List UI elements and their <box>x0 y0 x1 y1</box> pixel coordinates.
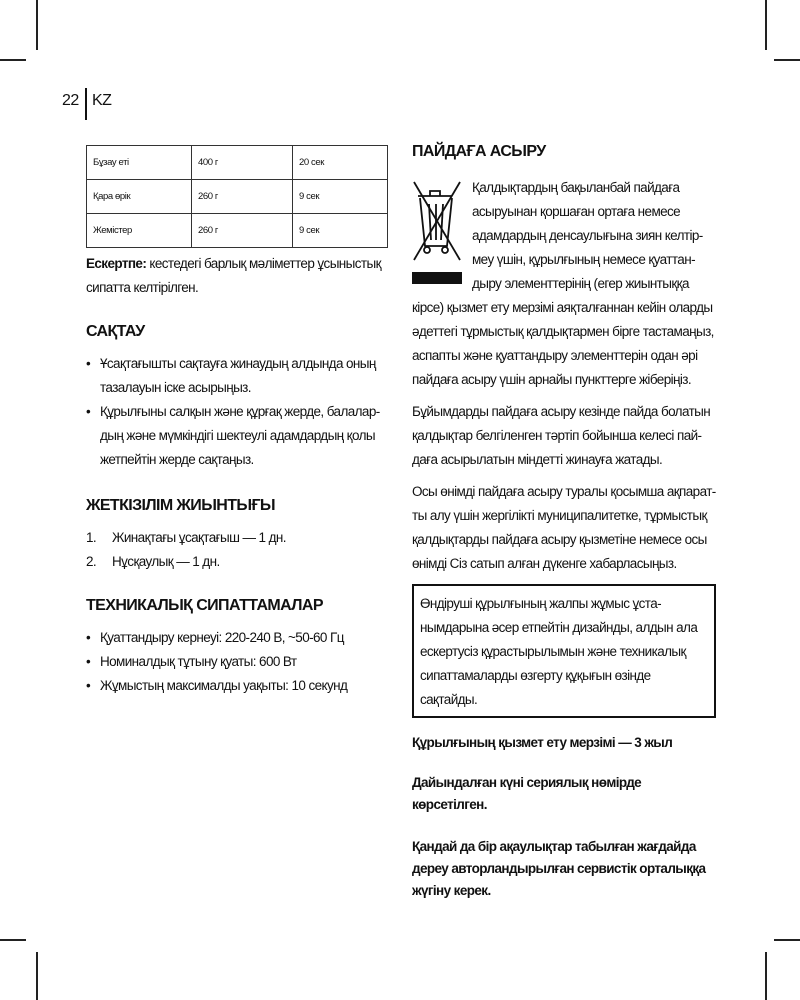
right-column <box>412 142 716 902</box>
crop-mark <box>36 952 38 1000</box>
table-cell: 20 сек <box>293 146 388 180</box>
note-label: Ескертпе: <box>86 256 147 271</box>
list-item: 1. Жинақтағы ұсақтағыш — 1 дн. <box>86 530 286 545</box>
recycling-heading: ПАЙДАҒА АСЫРУ <box>412 143 546 160</box>
table-cell: Жемістер <box>87 214 192 248</box>
processing-table <box>86 145 388 248</box>
kit-heading: ЖЕТКІЗІЛІМ ЖИЫНТЫҒЫ <box>86 497 275 514</box>
kit-list <box>86 526 388 574</box>
header-divider <box>85 88 87 120</box>
manufacture-date-note: Дайындалған күні сериялық нөмірде көрсетілген. <box>412 775 642 812</box>
recycling-intro-continued: кірсе) қызмет ету мерзімі аяқталғаннан кейін оларды әдеттегі тұрмыстық қалдықтармен бірге тастамаңыз, аспапты және қуаттандыру элементтерін одан әрі пайдаға асыру үшін арнайы пункттерге жіберіңіз. <box>412 300 714 387</box>
table-cell: 260 г <box>192 180 293 214</box>
crop-mark <box>774 59 800 61</box>
crop-mark <box>765 0 767 50</box>
table-cell: Қара өрік <box>87 180 192 214</box>
language-code: KZ <box>92 92 112 109</box>
defects-notice: Қандай да бір ақаулықтар табылған жағдайда дереу авторландырылған сервистік орталыққа жүгіну керек. <box>412 839 706 898</box>
service-life: Құрылғының қызмет ету мерзімі — 3 жыл <box>412 735 673 750</box>
note-text: кестедегі барлық мәліметтер ұсыныстық <box>146 256 381 271</box>
crop-mark <box>0 59 26 61</box>
crop-mark <box>774 939 800 941</box>
table-row <box>87 146 388 180</box>
recycling-intro <box>412 176 716 392</box>
bullet-icon: • <box>86 654 91 669</box>
bullet-icon: • <box>86 404 91 419</box>
list-item: • Құрылғыны салқын және құрғақ жерде, балалар- дың және мүмкіндігі шектеулі адамдардың қолы жетпейтін жерде сақтаңыз. <box>86 400 388 472</box>
left-column <box>86 145 388 698</box>
list-item: • Номиналдық тұтыну қуаты: 600 Вт <box>86 650 388 674</box>
storage-heading: САҚТАУ <box>86 323 145 340</box>
storage-list <box>86 352 388 472</box>
table-cell: Бұзау еті <box>87 146 192 180</box>
bullet-icon: • <box>86 630 91 645</box>
recycling-paragraph: Бұйымдарды пайдаға асыру кезінде пайда болатын қалдықтар белгіленген тәртіп бойынша келесі пай- даға асырылатын міндетті жинауға жатады. <box>412 404 711 467</box>
list-item: 2. Нұсқаулық — 1 дн. <box>86 554 220 569</box>
table-cell: 260 г <box>192 214 293 248</box>
page-number: 22 <box>62 92 79 109</box>
table-row <box>87 214 388 248</box>
table-note <box>86 252 388 300</box>
table-cell: 400 г <box>192 146 293 180</box>
crop-mark <box>765 952 767 1000</box>
list-item: • Ұсақтағышты сақтауға жинаудың алдында оның тазалауын іске асырыңыз. <box>86 352 388 400</box>
tech-list <box>86 626 388 698</box>
note-text-line2: сипатта келтірілген. <box>86 280 199 295</box>
crossed-bin-icon <box>412 176 462 294</box>
crop-mark <box>0 939 26 941</box>
table-row <box>87 180 388 214</box>
crop-mark <box>36 0 38 50</box>
table-cell: 9 сек <box>293 214 388 248</box>
list-item: • Қуаттандыру кернеуі: 220-240 В, ~50-60 Гц <box>86 626 388 650</box>
table-cell: 9 сек <box>293 180 388 214</box>
recycling-info-paragraph: Осы өнімді пайдаға асыру туралы қосымша ақпарат- ты алу үшін жергілікті муниципалитетке, тұрмыстық қалдықтарды пайдаға асыру қызметіне немесе осы өнімді Сіз сатып алған дүкенге хабарласыңыз. <box>412 484 716 571</box>
bullet-icon: • <box>86 678 91 693</box>
manufacturer-notice-box: Өндіруші құрылғының жалпы жұмыс ұста- нымдарына әсер етпейтін дизайнды, алдын ала ескертусіз құрастырылымын және техникалық сипаттамаларды өзгерту құқығын өзінде сақтайды. <box>412 584 716 718</box>
bullet-icon: • <box>86 356 91 371</box>
tech-heading: ТЕХНИКАЛЫҚ СИПАТТАМАЛАР <box>86 597 323 614</box>
recycling-intro-text: Қалдықтардың бақыланбай пайдаға асыруынан қоршаған ортаға немесе адамдардың денсаулығына зиян келтір- меу үшін, құрылғының немесе қуаттан- дыру элементтерінің (егер жиынтыққа <box>472 180 703 291</box>
list-item: • Жұмыстың максималды уақыты: 10 секунд <box>86 674 388 698</box>
